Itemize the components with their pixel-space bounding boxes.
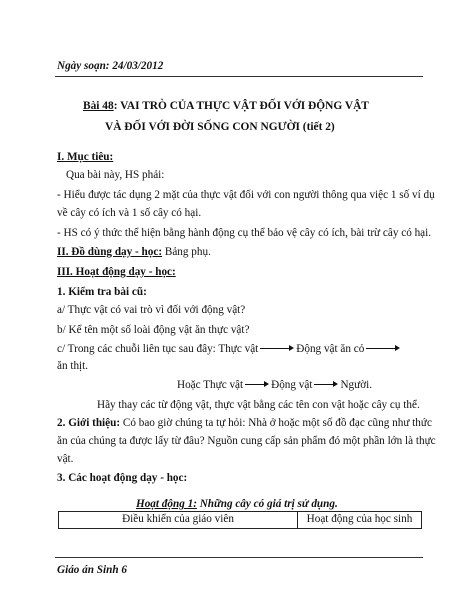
introduction-line3: vật. [57,453,74,465]
arrow-icon [260,345,294,353]
chain2-start: Hoặc Thực vật [177,379,244,391]
activity-1-label: Hoạt động 1: [136,498,197,510]
question-b: b/ Kể tên một số loài động vật ăn thực vật? [57,324,250,336]
column-student: Hoạt động của học sinh [298,512,422,529]
question-c-start: c/ Trong các chuỗi liên tục sau đây: Thực vật [57,343,259,355]
date-label: Ngày soạn: 24/03/2012 [57,60,164,72]
lesson-title-line1 [83,99,369,113]
question-c-mid: Động vật ăn cỏ [296,343,365,355]
review-heading: 1. Kiểm tra bài cũ: [57,286,147,298]
materials-text: Bảng phụ. [162,246,211,258]
question-c-continued: ăn thịt. [57,360,89,372]
lesson-title-line2: VÀ ĐỐI VỚI ĐỜI SỐNG CON NGƯỜI (tiết 2) [105,121,335,133]
footer-text: Giáo án Sinh 6 [57,564,127,576]
question-c [57,342,402,356]
section-objectives-heading: I. Mục tiêu: [57,151,114,163]
food-chain-alt [177,378,372,392]
header-rule [55,76,423,77]
question-a: a/ Thực vật có vai trò vì đối với động vật? [57,304,246,316]
chain2-end: Người. [340,379,373,391]
lesson-number: Bài 48 [83,100,114,112]
activity-table [58,511,422,529]
objectives-intro: Qua bài này, HS phải: [66,169,165,181]
introduction-text: Có bao giờ chúng ta tự hỏi: Nhà ở hoặc một số đồ đạc cũng như thức [120,417,432,429]
objective-2: - HS có ý thức thể hiện bằng hành động cụ thể bảo vệ cây có ích, bài trừ cây có hại. [57,227,432,239]
objective-1-line1: - Hiểu được tác dụng 2 mặt của thực vật đối với con người thông qua việc 1 số ví dụ [57,189,435,201]
objective-1-line2: về cây có ích và 1 số cây có hại. [57,207,202,219]
introduction-line2: ăn của chúng ta được lấy từ đâu? Nguồn cung cấp sản phẩm đó một phần lớn là thực [57,435,436,447]
arrow-icon [314,381,338,389]
chain2-mid: Động vật [271,379,313,391]
review-instruction: Hãy thay các từ động vật, thực vật bằng các tên con vật hoặc cây cụ thể. [97,399,420,411]
introduction-heading: 2. Giới thiệu: [57,417,121,429]
arrow-icon [366,345,400,353]
activity-1-title [136,497,338,511]
lesson-title-text: : VAI TRÒ CỦA THỰC VẬT ĐỐI VỚI ĐỘNG VẬT [113,100,369,112]
teaching-activities-heading: 3. Các hoạt động dạy - học: [57,472,188,484]
table-header-row [59,512,422,529]
section-activities-heading: III. Hoạt động dạy - học: [57,266,176,278]
activity-1-text: Những cây có giá trị sử dụng. [196,498,338,510]
introduction-line1 [57,416,432,430]
section-materials-heading: II. Đồ dùng dạy - học: [57,246,163,258]
arrow-icon [245,381,269,389]
column-teacher: Điều khiển của giáo viên [59,512,298,529]
footer-rule [55,557,423,558]
materials-line [57,245,211,259]
